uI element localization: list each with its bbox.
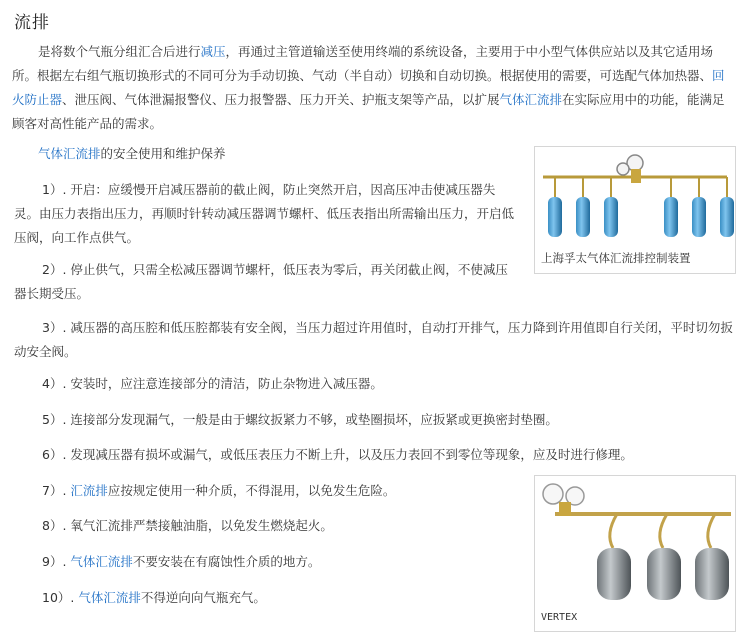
intro-paragraph (12, 40, 734, 136)
item-number: 9）. (42, 554, 71, 569)
figure2-caption: VERTEX (541, 612, 578, 623)
item-number: 6）. (42, 447, 71, 462)
list-item (14, 408, 736, 432)
list-item (14, 372, 736, 396)
list-item (14, 443, 736, 467)
intro-text-3: 、泄压阀、气体泄漏报警仪、压力报警器、压力开关、护瓶支架等产品，以扩展 (62, 92, 500, 107)
figure1-caption: 上海孚太气体汇流排控制装置 (541, 251, 691, 265)
intro-text-1: 是将数个气瓶分组汇合后进行 (38, 44, 201, 59)
item-text: 连接部分发现漏气，一般是由于螺纹扳紧力不够，或垫圈损坏，应扳紧或更换密封垫圈。 (70, 412, 558, 427)
item-text: 不要安装在有腐蚀性介质的地方。 (132, 554, 321, 569)
item-number: 8）. (42, 518, 71, 533)
link-decompression[interactable]: 减压 (200, 44, 226, 59)
item-number: 3）. (42, 320, 71, 335)
link-gas-manifold-item10[interactable]: 气体汇流排 (78, 590, 141, 605)
list-item (14, 586, 520, 610)
item-text: 减压器的高压腔和低压腔都装有安全阀，当压力超过许用值时，自动打开排气，压力降到许用值即自行关闭，平时切勿扳动安全阀。 (14, 320, 733, 359)
list-item (14, 258, 520, 306)
item-text: 停止供气，只需全松减压器调节螺杆，低压表为零后，再关闭截止阀，不使减压器长期受压。 (14, 262, 508, 301)
item-text: 安装时，应注意连接部分的清洁，防止杂物进入减压器。 (70, 376, 383, 391)
item-text: 不得逆向向气瓶充气。 (140, 590, 266, 605)
page-title: 流排 (14, 13, 50, 33)
link-gas-manifold[interactable]: 气体汇流排 (499, 92, 563, 107)
list-item (14, 479, 520, 503)
item-number: 4）. (42, 376, 71, 391)
vertex-illustration (535, 476, 735, 631)
list-item (14, 178, 520, 250)
item-text: 发现减压器有损坏或漏气，或低压表压力不断上升，以及压力表回不到零位等现象，应及时进行修理。 (70, 447, 633, 462)
section-subheading (38, 144, 226, 162)
item-text: 氧气汇流排严禁接触油脂，以免发生燃烧起火。 (70, 518, 333, 533)
item-number: 7）. (42, 483, 71, 498)
link-manifold[interactable]: 汇流排 (70, 483, 108, 498)
link-gas-manifold-subheading[interactable]: 气体汇流排 (38, 146, 101, 161)
link-gas-manifold-item9[interactable]: 气体汇流排 (70, 554, 133, 569)
item-number: 2）. (42, 262, 71, 277)
intro-text-2: ，再通过主管道输送至使用终端的系统设备，主要用于中小型气体供应站以及其它适用场所。根据左右组气瓶切换形式的不同可分为手动切换、气动（半自动）切换和自动切换。根据使用的需要，可选配气体加热器、 (12, 44, 714, 83)
item-number: 10）. (42, 590, 79, 605)
figure-manifold-control (534, 146, 736, 274)
item-text: 应按规定使用一种介质，不得混用，以免发生危险。 (107, 483, 396, 498)
list-item (14, 550, 520, 574)
list-item (14, 514, 520, 538)
figure-vertex (534, 475, 736, 632)
list-item (14, 316, 736, 364)
item-number: 1）. (42, 182, 71, 197)
item-text: 开启：应缓慢开启减压器前的截止阀，防止突然开启，因高压冲击使减压器失灵。由压力表指出压力，再顺时针转动减压器调节螺杆、低压表指出所需输出压力，开启低压阀，向工作点供气。 (14, 182, 515, 245)
link-flashback-arrestor[interactable]: 回火防止器 (12, 68, 725, 107)
subheading-text: 的安全使用和维护保养 (100, 146, 226, 161)
intro-text-4: 在实际应用中的功能，能满足顾客对高性能产品的需求。 (12, 92, 725, 131)
item-number: 5）. (42, 412, 71, 427)
